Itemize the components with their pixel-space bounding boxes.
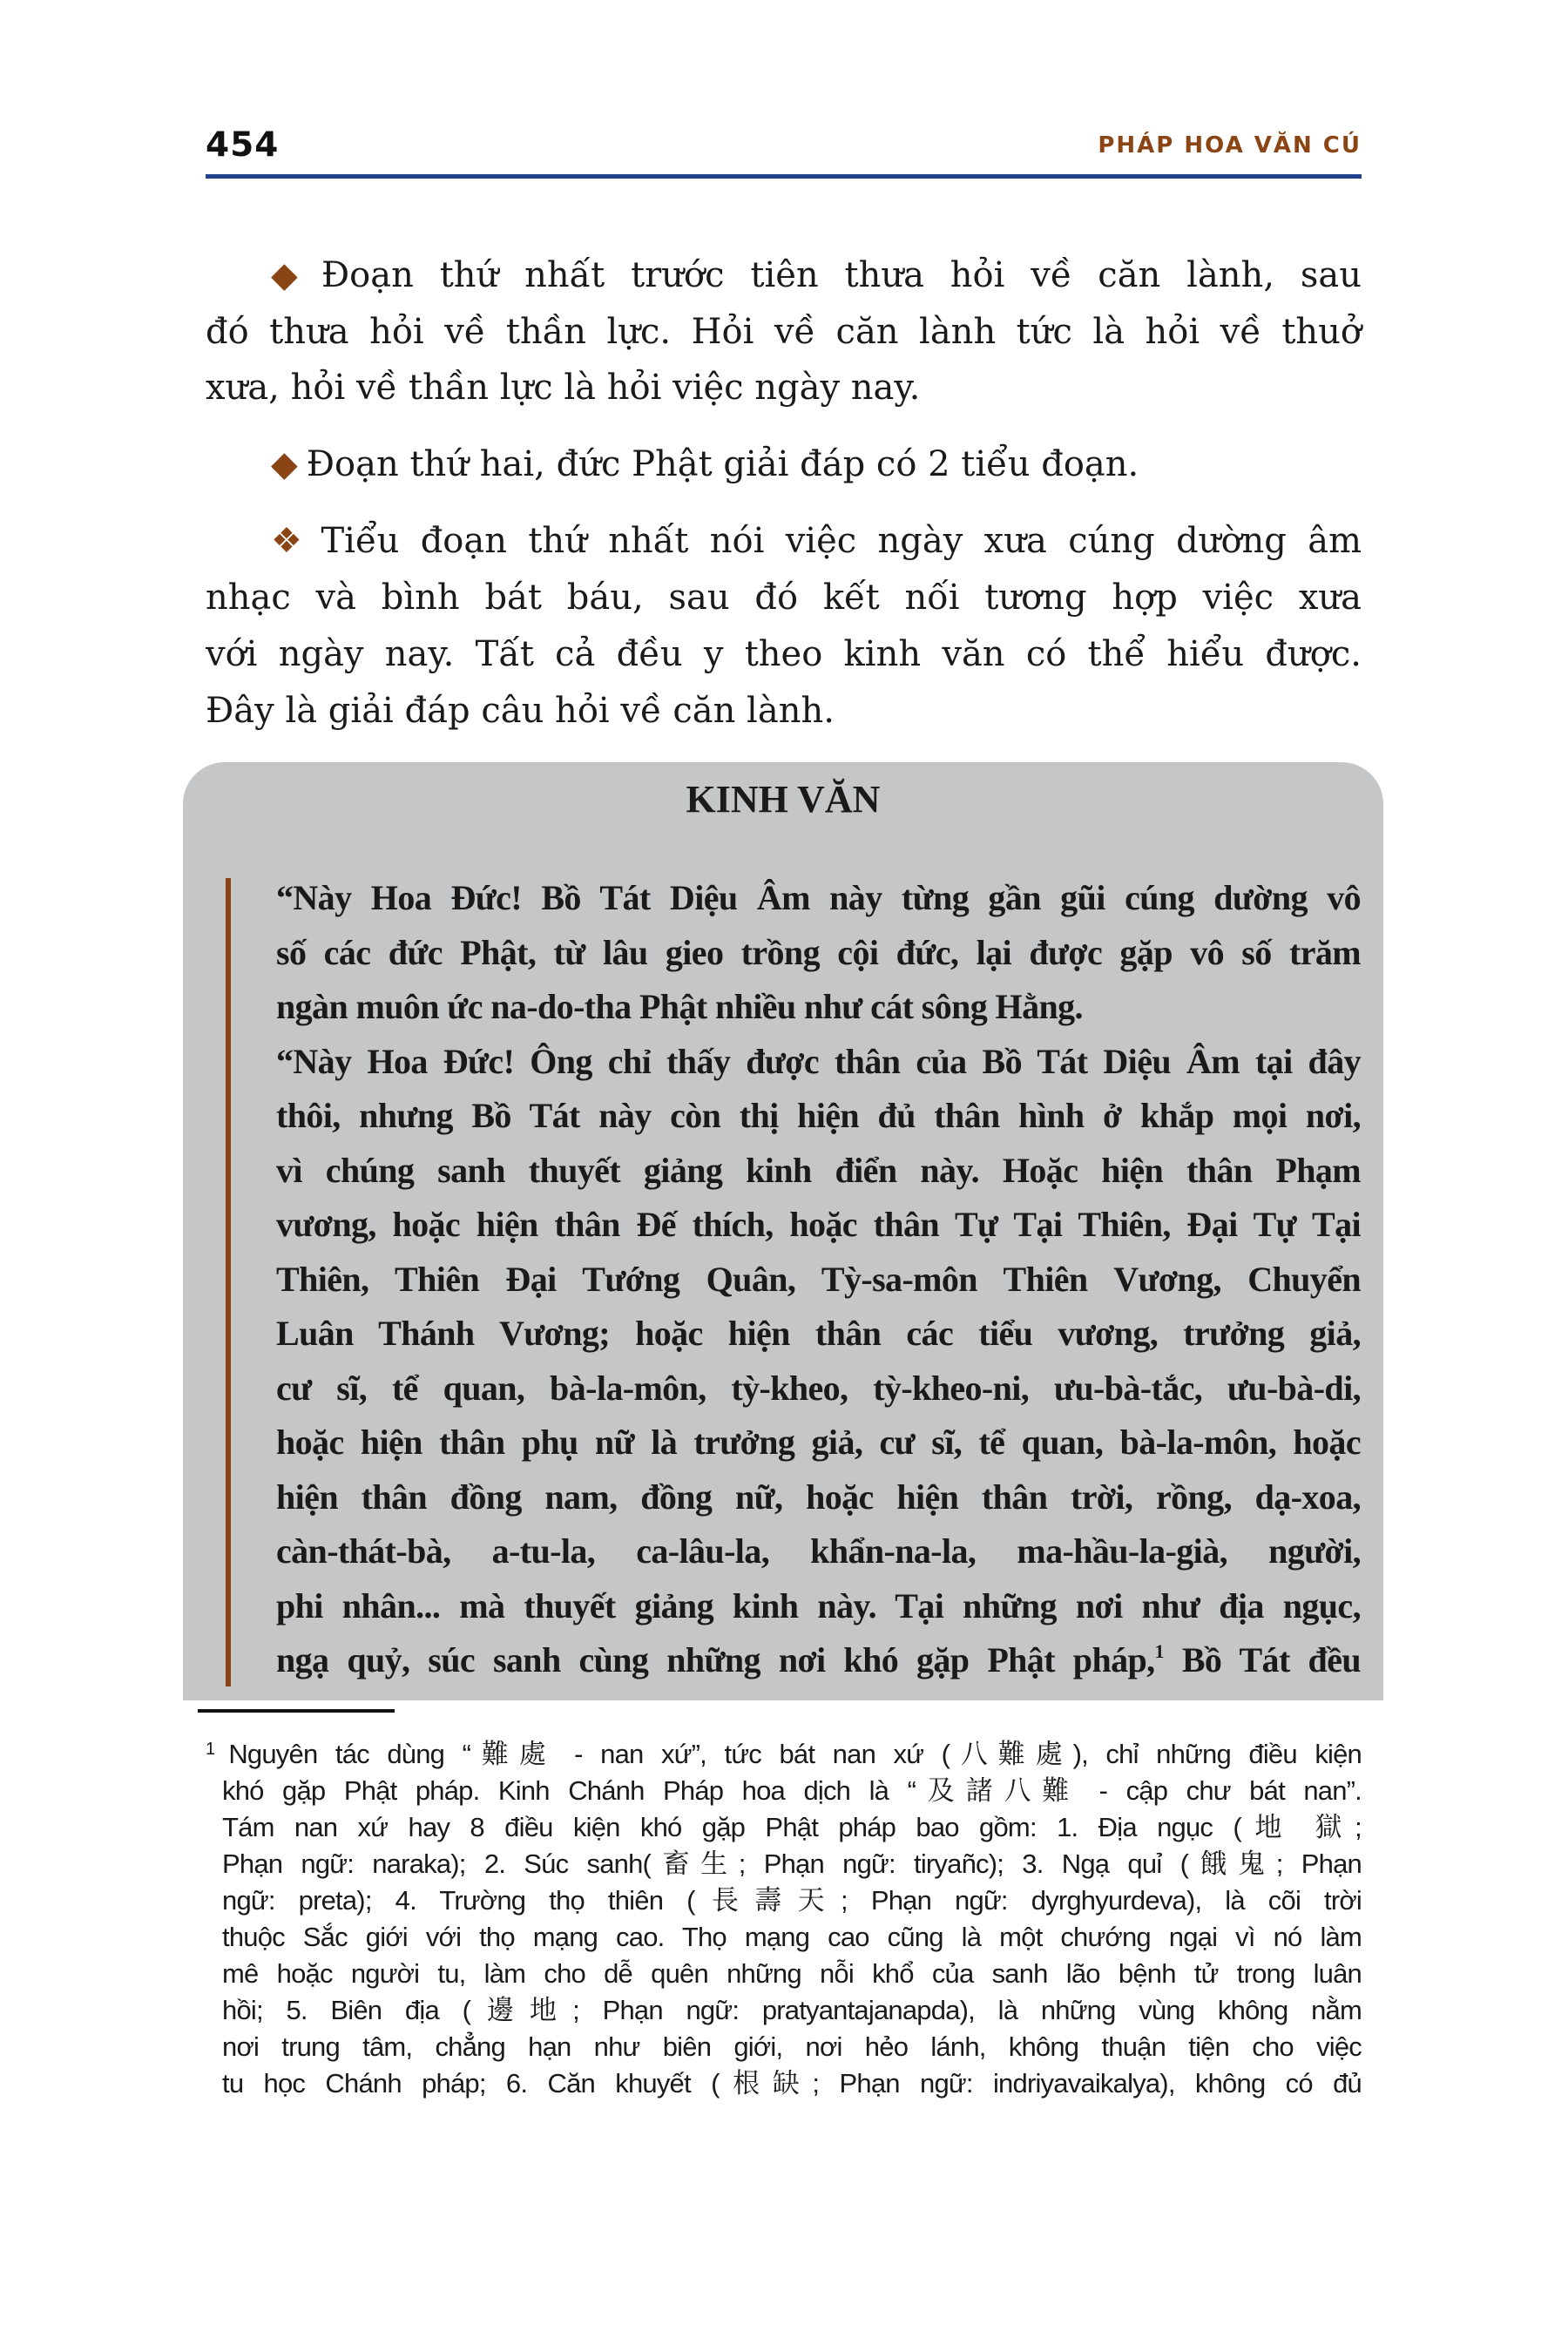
footnote-line: khó gặp Phật pháp. Kinh Chánh Pháp hoa dịch là “及諸八難 - cập chư bát nan”. xyxy=(222,1775,1362,1806)
footnote-line: thuộc Sắc giới với thọ mạng cao. Thọ mạng cao cũng là một chướng ngại vì nó làm xyxy=(222,1922,1362,1952)
scripture-line: Thiên, Thiên Đại Tướng Quân, Tỳ-sa-môn Thiên Vương, Chuyển xyxy=(276,1260,1361,1299)
scripture-line: cư sĩ, tể quan, bà-la-môn, tỳ-kheo, tỳ-kheo-ni, ưu-bà-tắc, ưu-bà-di, xyxy=(276,1369,1361,1408)
footnote-line: tu học Chánh pháp; 6. Căn khuyết (根缺; Phạn ngữ: indriyavaikalya), không có đủ xyxy=(222,2068,1362,2099)
footnote-text: Nguyên tác dùng “難處 - nan xứ”, tức bát nan xứ (八難處), chỉ những điều kiện xyxy=(228,1739,1362,1769)
scripture-line: phi nhân... mà thuyết giảng kinh này. Tại những nơi như địa ngục, xyxy=(276,1586,1361,1625)
paragraph-1-line: xưa, hỏi về thần lực là hỏi việc ngày nay. xyxy=(206,368,921,408)
scripture-line: ngàn muôn ức na-do-tha Phật nhiều như cát sông Hằng. xyxy=(276,987,1083,1026)
scripture-line: càn-thát-bà, a-tu-la, ca-lâu-la, khẩn-na-la, ma-hầu-la-già, người, xyxy=(276,1531,1361,1571)
paragraph-text: Tiểu đoạn thứ nhất nói việc ngày xưa cúng dường âm xyxy=(321,521,1362,561)
scripture-line: vương, hoặc hiện thân Đế thích, hoặc thân Tự Tại Thiên, Đại Tự Tại xyxy=(276,1205,1361,1244)
scripture-text: Bồ Tát đều xyxy=(1163,1640,1361,1680)
footnote-line: mê hoặc người tu, làm cho dễ quên những nỗi khổ của sanh lão bệnh tử trong luân xyxy=(222,1958,1362,1989)
header-rule xyxy=(206,174,1362,179)
page-number: 454 xyxy=(206,125,280,165)
paragraph-1-line: đó thưa hỏi về thần lực. Hỏi về căn lành tức là hỏi về thuở xyxy=(206,312,1362,352)
footnote-line: Phạn ngữ: naraka); 2. Súc sanh(畜生; Phạn ngữ: tiryañc); 3. Ngạ quỉ (餓鬼; Phạn xyxy=(222,1848,1362,1879)
paragraph-text: Đoạn thứ hai, đức Phật giải đáp có 2 tiểu đoạn. xyxy=(306,444,1139,484)
paragraph-3-line: Đây là giải đáp câu hỏi về căn lành. xyxy=(206,691,835,731)
footnote-line xyxy=(206,1736,1362,1773)
paragraph-1-line xyxy=(271,247,1362,303)
scripture-text: ngạ quỷ, súc sanh cùng những nơi khó gặp Phật pháp, xyxy=(276,1640,1155,1680)
footnote-reference[interactable]: 1 xyxy=(1154,1640,1164,1662)
scripture-line: hoặc hiện thân phụ nữ là trưởng giả, cư sĩ, tể quan, bà-la-môn, hoặc xyxy=(276,1423,1361,1462)
scripture-line: Luân Thánh Vương; hoặc hiện thân các tiểu vương, trưởng giả, xyxy=(276,1314,1361,1353)
scripture-line: “Này Hoa Đức! Bồ Tát Diệu Âm này từng gần gũi cúng dường vô xyxy=(276,878,1361,917)
paragraph-3-line: nhạc và bình bát báu, sau đó kết nối tương hợp việc xưa xyxy=(206,578,1362,618)
paragraph-3-line xyxy=(271,513,1362,569)
footnote-marker: 1 xyxy=(206,1740,215,1759)
diamond-icon: ◆ xyxy=(271,444,298,484)
footnote-separator xyxy=(198,1709,395,1713)
four-diamonds-icon: ❖ xyxy=(271,521,313,561)
scripture-line: vì chúng sanh thuyết giảng kinh điển này. Hoặc hiện thân Phạm xyxy=(276,1151,1361,1190)
footnote-line: nơi trung tâm, chẳng hạn như biên giới, nơi hẻo lánh, không thuận tiện cho việc xyxy=(222,2031,1362,2062)
scripture-line xyxy=(276,1633,1361,1687)
paragraph-2-line xyxy=(271,436,1362,492)
running-header-title: PHÁP HOA VĂN CÚ xyxy=(1098,132,1362,159)
scripture-quote-bar xyxy=(226,878,231,1686)
paragraph-text: Đoạn thứ nhất trước tiên thưa hỏi về căn lành, sau xyxy=(321,255,1362,295)
paragraph-3-line: với ngày nay. Tất cả đều y theo kinh văn có thể hiểu được. xyxy=(206,634,1362,674)
scripture-line: số các đức Phật, từ lâu gieo trồng cội đức, lại được gặp vô số trăm xyxy=(276,933,1361,972)
scripture-box-title: KINH VĂN xyxy=(686,778,881,821)
scripture-line: “Này Hoa Đức! Ông chỉ thấy được thân của Bồ Tát Diệu Âm tại đây xyxy=(276,1042,1361,1081)
scripture-line: thôi, nhưng Bồ Tát này còn thị hiện đủ thân hình ở khắp mọi nơi, xyxy=(276,1096,1361,1135)
footnote-line: Tám nan xứ hay 8 điều kiện khó gặp Phật pháp bao gồm: 1. Địa ngục (地 獄; xyxy=(222,1812,1362,1842)
footnote-line: ngữ: preta); 4. Trường thọ thiên (長壽天; Phạn ngữ: dyrghyurdeva), là cõi trời xyxy=(222,1885,1362,1916)
footnote-line: hồi; 5. Biên địa (邊地; Phạn ngữ: pratyantajanapda), là những vùng không nằm xyxy=(222,1995,1362,2025)
diamond-icon: ◆ xyxy=(271,255,313,295)
scripture-line: hiện thân đồng nam, đồng nữ, hoặc hiện thân trời, rồng, dạ-xoa, xyxy=(276,1477,1361,1517)
